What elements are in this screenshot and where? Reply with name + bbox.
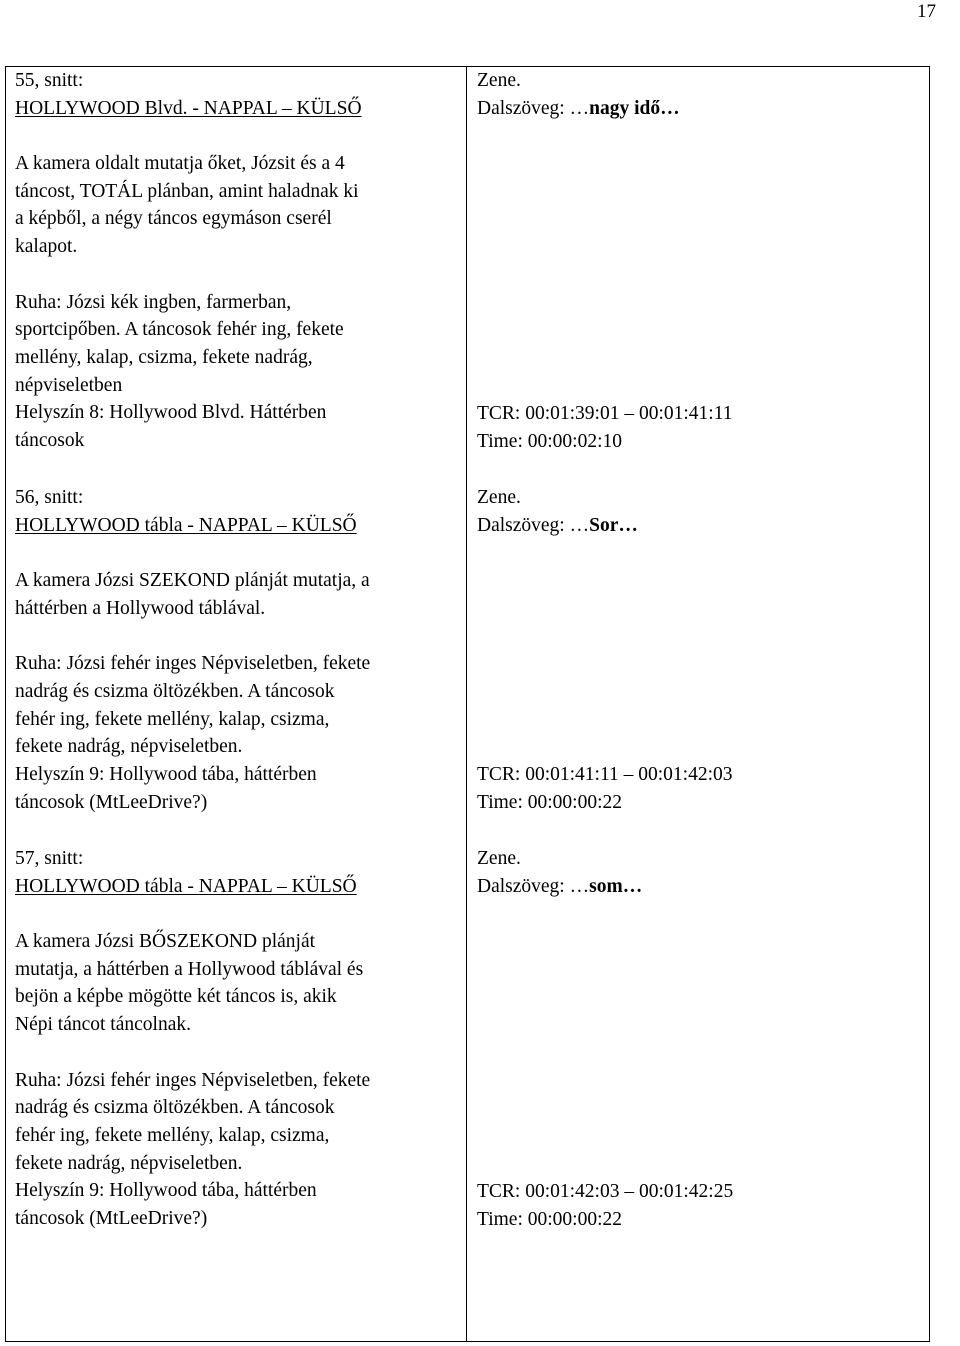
- shot-57-audio: [477, 845, 642, 900]
- shot-55-tcr: TCR: 00:01:39:01 – 00:01:41:11: [477, 403, 733, 424]
- lyrics-label: Dalszöveg: …: [477, 97, 590, 119]
- shot-56-heading: HOLLYWOOD tábla - NAPPAL – KÜLSŐ: [15, 514, 357, 536]
- shot-55-audio: [477, 67, 680, 122]
- shot-55-number: 55, snitt:: [15, 70, 84, 91]
- shot-55-time: Time: 00:00:02:10: [477, 430, 623, 452]
- lyrics-word: nagy idő…: [589, 97, 680, 119]
- shot-57-tcr: TCR: 00:01:42:03 – 00:01:42:25: [477, 1181, 734, 1202]
- shot-57-description-line: mutatja, a háttérben a Hollywood táblával és: [15, 958, 364, 980]
- shot-55-heading: HOLLYWOOD Blvd. - NAPPAL – KÜLSŐ: [15, 97, 362, 119]
- shot-57-lyrics: [477, 873, 642, 901]
- shot-56-tcr: TCR: 00:01:41:11 – 00:01:42:03: [477, 764, 733, 785]
- scene-description-column: [6, 67, 466, 1341]
- shot-55-music: Zene.: [477, 70, 521, 91]
- lyrics-word: som…: [589, 875, 643, 897]
- shot-56-block: [15, 484, 370, 816]
- shot-56-lyrics: [477, 512, 638, 540]
- shot-55-costume-line: mellény, kalap, csizma, fekete nadrág,: [15, 346, 313, 368]
- shot-56-costume-line: Ruha: Józsi fehér inges Népviseletben, fekete: [15, 653, 371, 675]
- audio-timecode-column: [467, 67, 929, 1341]
- shot-56-music: Zene.: [477, 487, 521, 508]
- shot-55-location-line: táncosok: [15, 429, 85, 451]
- shot-57-timecode: [477, 1178, 733, 1233]
- shot-55-description-line: a képből, a négy táncos egymáson cserél: [15, 208, 332, 230]
- shot-55-timecode: [477, 400, 733, 455]
- page-number: 17: [917, 1, 936, 22]
- shot-55-description-line: A kamera oldalt mutatja őket, Józsit és a 4: [15, 153, 345, 175]
- shot-57-description-line: A kamera Józsi BŐSZEKOND plánját: [15, 931, 316, 953]
- shot-55-costume-line: sportcipőben. A táncosok fehér ing, fekete: [15, 319, 344, 341]
- shot-57-costume-line: Ruha: Józsi fehér inges Népviseletben, fekete: [15, 1069, 371, 1091]
- shot-57-music: Zene.: [477, 848, 521, 869]
- shot-57-location-line: táncosok (MtLeeDrive?): [15, 1207, 208, 1229]
- shot-57-costume-line: fekete nadrág, népviseletben.: [15, 1152, 243, 1174]
- shot-55-description-line: kalapot.: [15, 236, 78, 258]
- shot-57-costume-line: fehér ing, fekete mellény, kalap, csizma,: [15, 1124, 330, 1146]
- shooting-script-table: [5, 66, 930, 1342]
- shot-55-costume-line: Ruha: Józsi kék ingben, farmerban,: [15, 291, 292, 313]
- lyrics-label: Dalszöveg: …: [477, 514, 590, 536]
- shot-57-time: Time: 00:00:00:22: [477, 1208, 623, 1230]
- shot-56-description-line: háttérben a Hollywood táblával.: [15, 597, 266, 619]
- shot-57-costume-line: nadrág és csizma öltözékben. A táncosok: [15, 1097, 335, 1119]
- shot-56-audio: [477, 484, 638, 539]
- shot-56-location-line: táncosok (MtLeeDrive?): [15, 791, 208, 813]
- shot-55-costume-line: népviseletben: [15, 374, 123, 396]
- shot-57-description-line: bejön a képbe mögötte két táncos is, akik: [15, 986, 337, 1008]
- shot-55-location-line: Helyszín 8: Hollywood Blvd. Háttérben: [15, 402, 327, 424]
- shot-57-location-line: Helyszín 9: Hollywood tába, háttérben: [15, 1180, 317, 1202]
- lyrics-label: Dalszöveg: …: [477, 875, 590, 897]
- shot-56-costume-line: fehér ing, fekete mellény, kalap, csizma,: [15, 708, 330, 730]
- shot-56-description-line: A kamera Józsi SZEKOND plánját mutatja, a: [15, 570, 370, 592]
- shot-56-time: Time: 00:00:00:22: [477, 791, 623, 813]
- shot-57-description-line: Népi táncot táncolnak.: [15, 1014, 191, 1036]
- shot-56-number: 56, snitt:: [15, 487, 84, 508]
- shot-56-timecode: [477, 761, 733, 816]
- lyrics-word: Sor…: [589, 514, 638, 536]
- shot-56-costume-line: nadrág és csizma öltözékben. A táncosok: [15, 680, 335, 702]
- shot-55-description-line: táncost, TOTÁL plánban, amint haladnak ki: [15, 180, 359, 202]
- shot-57-number: 57, snitt:: [15, 848, 84, 869]
- shot-57-block: [15, 845, 370, 1233]
- shot-55-lyrics: [477, 95, 680, 123]
- shot-56-location-line: Helyszín 9: Hollywood tába, háttérben: [15, 763, 317, 785]
- shot-57-heading: HOLLYWOOD tábla - NAPPAL – KÜLSŐ: [15, 875, 357, 897]
- shot-55-block: [15, 67, 362, 455]
- shot-56-costume-line: fekete nadrág, népviseletben.: [15, 736, 243, 758]
